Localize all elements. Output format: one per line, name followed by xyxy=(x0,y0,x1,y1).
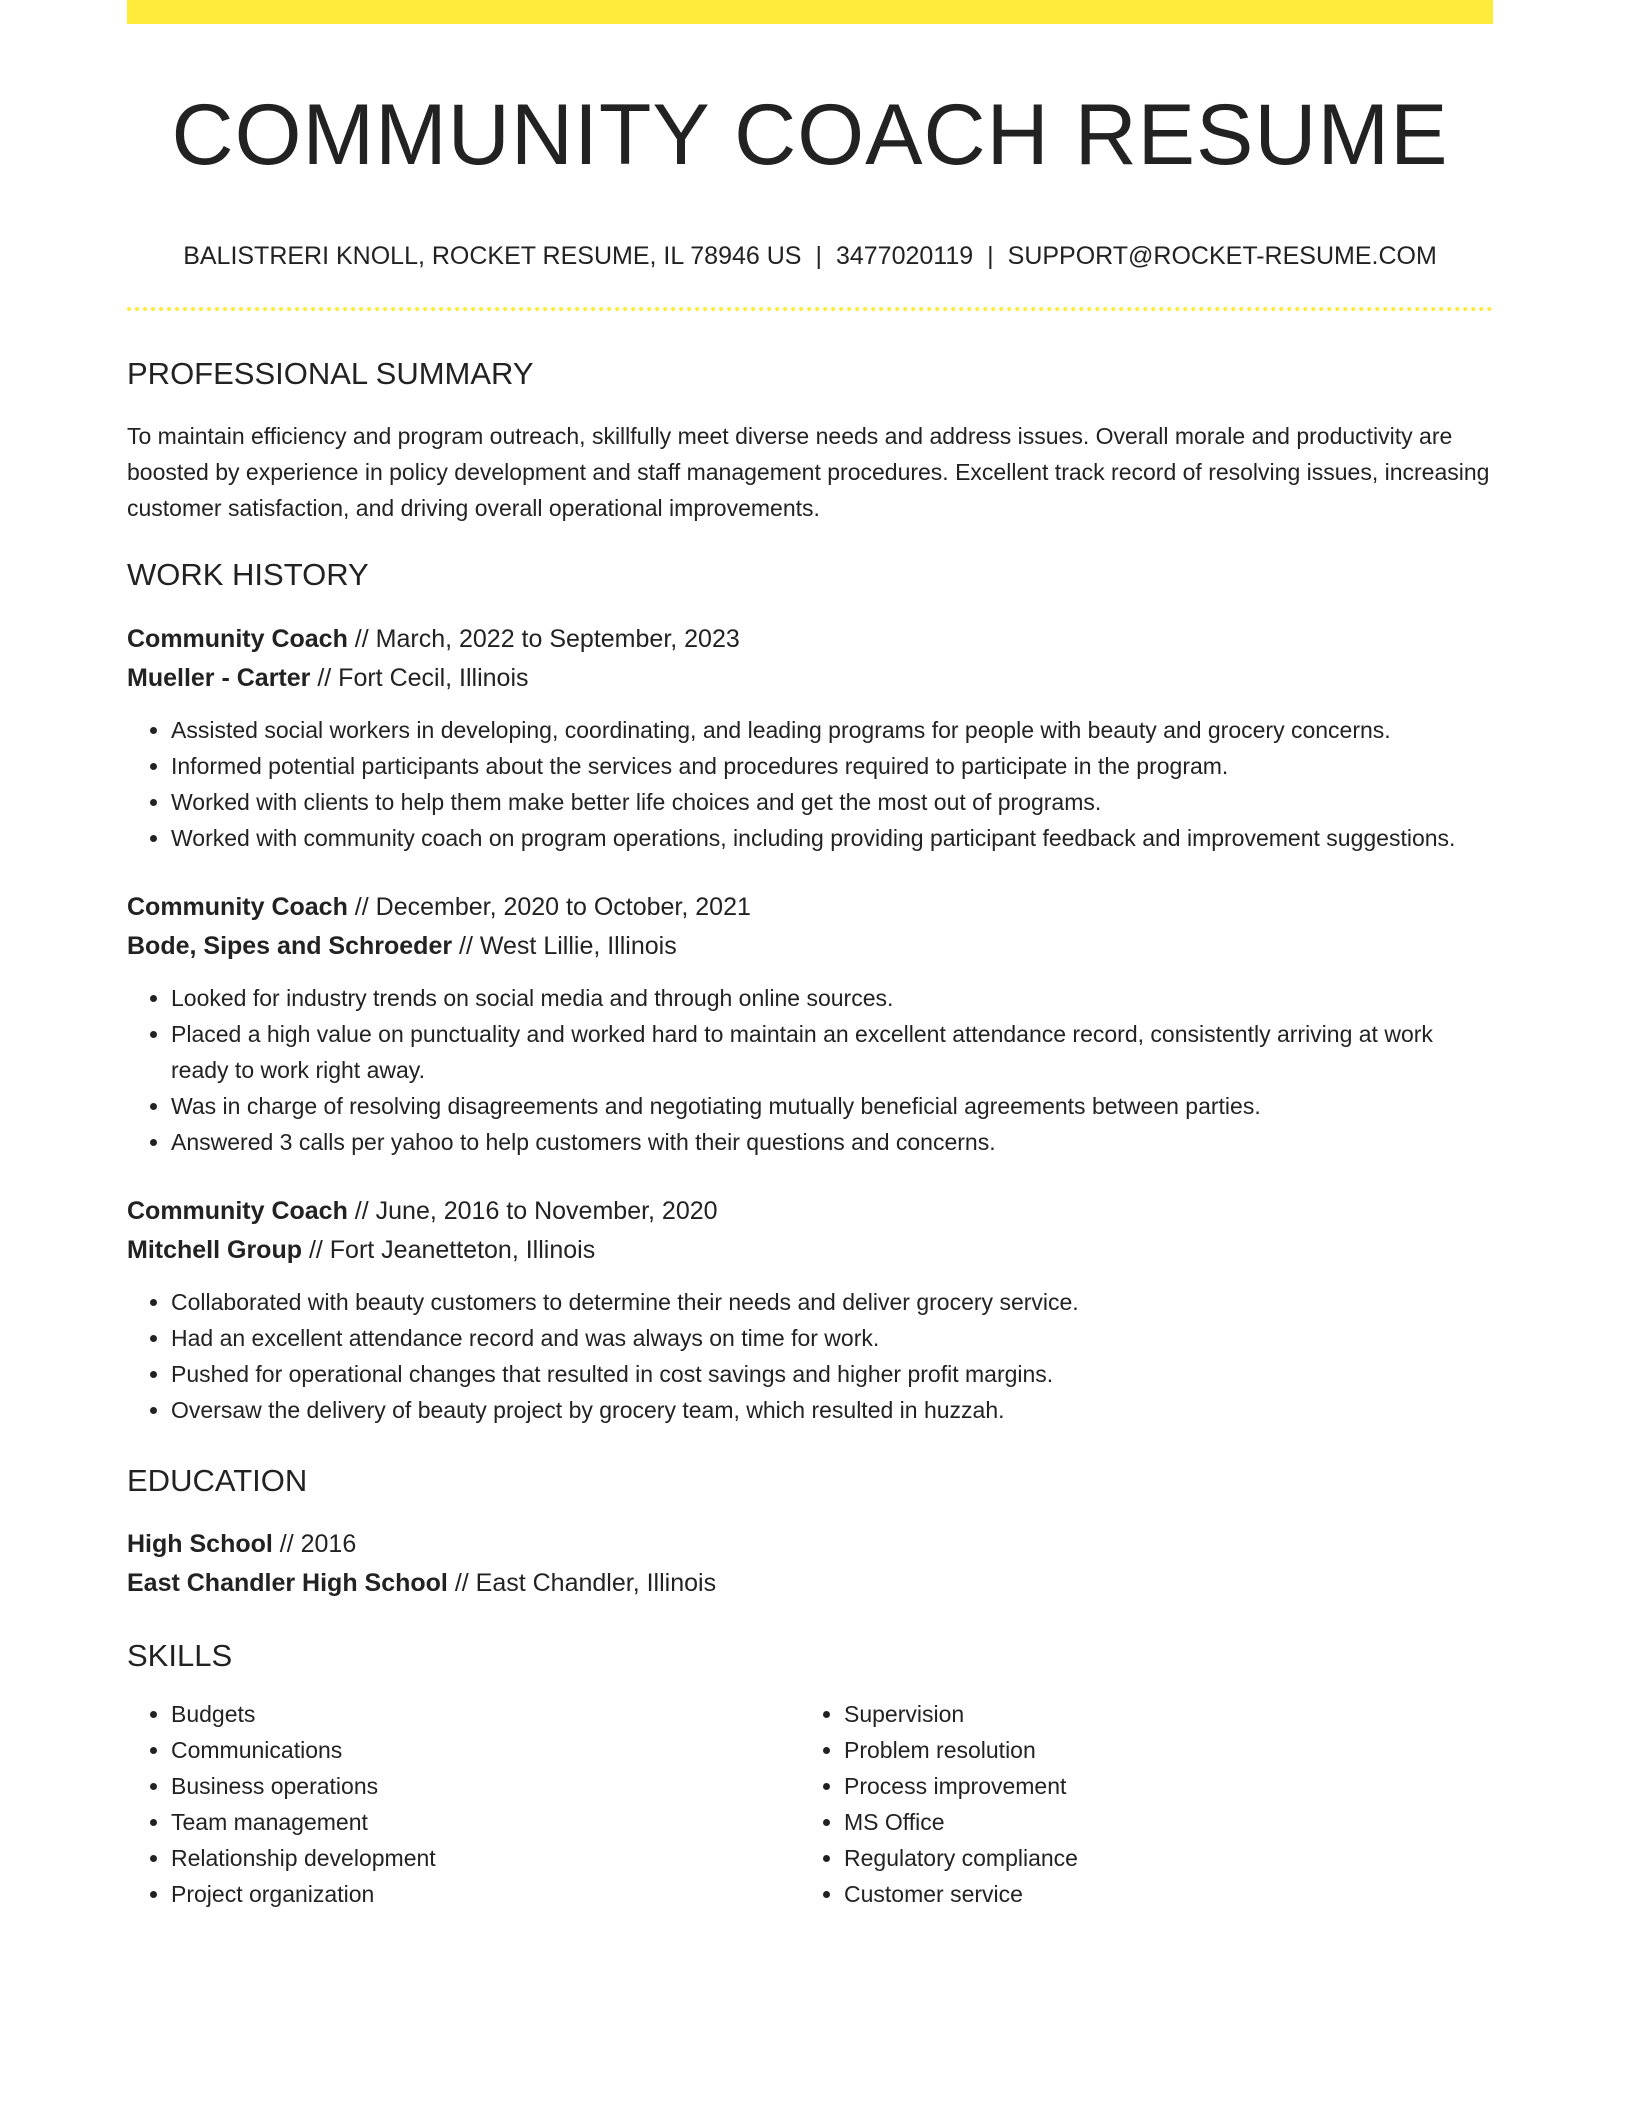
job-title: Community Coach xyxy=(127,624,348,653)
education-location: // East Chandler, Illinois xyxy=(447,1568,717,1597)
education-heading: EDUCATION xyxy=(127,1462,308,1498)
job-company: Mitchell Group xyxy=(127,1235,302,1264)
skills-column-right xyxy=(800,1696,1473,1912)
job-title-line xyxy=(127,1192,1493,1231)
job-bullet: • Oversaw the delivery of beauty project by grocery team, which resulted in huzzah. xyxy=(171,1392,1493,1428)
skills-column-left xyxy=(127,1696,800,1912)
skill-item: • Relationship development xyxy=(171,1840,800,1876)
contact-line xyxy=(127,241,1493,271)
job-company-line xyxy=(127,927,1493,966)
skills-heading: SKILLS xyxy=(127,1637,233,1673)
job-bullet: • Assisted social workers in developing, coordinating, and leading programs for people with beauty and grocery concerns. xyxy=(171,712,1493,748)
skill-item: • Budgets xyxy=(171,1696,800,1732)
education-entry xyxy=(127,1525,1493,1603)
skills-list xyxy=(127,1696,1493,1912)
education-school-line xyxy=(127,1564,1493,1603)
skill-item: • Supervision xyxy=(844,1696,1473,1732)
job-title: Community Coach xyxy=(127,892,348,921)
job-bullet: • Worked with clients to help them make better life choices and get the most out of programs. xyxy=(171,784,1493,820)
contact-address: BALISTRERI KNOLL, ROCKET RESUME, IL 78946 US xyxy=(183,242,802,271)
skill-item: • Customer service xyxy=(844,1876,1473,1912)
contact-email: SUPPORT@ROCKET-RESUME.COM xyxy=(1007,242,1437,271)
job-title-line xyxy=(127,620,1493,659)
job-company: Mueller - Carter xyxy=(127,663,311,692)
summary-heading: PROFESSIONAL SUMMARY xyxy=(127,356,534,392)
job-bullet: • Answered 3 calls per yahoo to help customers with their questions and concerns. xyxy=(171,1124,1493,1160)
job-company-line xyxy=(127,1231,1493,1270)
job-entry xyxy=(127,1192,1493,1428)
skill-item: • MS Office xyxy=(844,1804,1473,1840)
education-degree-line xyxy=(127,1525,1493,1564)
job-bullets xyxy=(127,712,1493,856)
summary-text: To maintain efficiency and program outreach, skillfully meet diverse needs and address issues. Overall morale and productivity are boosted by experience in policy development and staff management procedures. Excellent track record of resolving issues, increasing customer satisfaction, and driving overall operational improvements. xyxy=(127,423,1490,522)
education-school: East Chandler High School xyxy=(127,1568,448,1597)
skill-item: • Regulatory compliance xyxy=(844,1840,1473,1876)
job-bullet: • Was in charge of resolving disagreements and negotiating mutually beneficial agreements between parties. xyxy=(171,1088,1493,1124)
skill-item: • Business operations xyxy=(171,1768,800,1804)
contact-separator: | xyxy=(987,242,994,271)
job-title-line xyxy=(127,888,1493,927)
job-bullet: • Pushed for operational changes that resulted in cost savings and higher profit margins. xyxy=(171,1356,1493,1392)
job-location: // Fort Jeanetteton, Illinois xyxy=(302,1235,596,1264)
job-dates: // March, 2022 to September, 2023 xyxy=(347,624,740,653)
job-company-line xyxy=(127,659,1493,698)
skill-item: • Team management xyxy=(171,1804,800,1840)
job-bullet: • Worked with community coach on program operations, including providing participant feedback and improvement suggestions. xyxy=(171,820,1493,856)
job-bullet: • Had an excellent attendance record and was always on time for work. xyxy=(171,1320,1493,1356)
dotted-divider xyxy=(127,307,1493,311)
contact-separator: | xyxy=(815,242,822,271)
job-location: // Fort Cecil, Illinois xyxy=(310,663,529,692)
resume-title: COMMUNITY COACH RESUME xyxy=(171,87,1449,183)
job-entry xyxy=(127,888,1493,1160)
skill-item: • Project organization xyxy=(171,1876,800,1912)
job-bullet: • Placed a high value on punctuality and worked hard to maintain an excellent attendance record, consistently arriving at work ready to work right away. xyxy=(171,1016,1493,1088)
job-entry xyxy=(127,620,1493,856)
job-location: // West Lillie, Illinois xyxy=(452,931,677,960)
resume-page xyxy=(127,0,1493,1912)
top-accent-bar xyxy=(127,0,1493,24)
education-degree: High School xyxy=(127,1529,273,1558)
contact-phone: 3477020119 xyxy=(835,242,974,271)
skill-item: • Process improvement xyxy=(844,1768,1473,1804)
skill-item: • Communications xyxy=(171,1732,800,1768)
job-bullet: • Informed potential participants about the services and procedures required to participate in the program. xyxy=(171,748,1493,784)
job-bullet: • Looked for industry trends on social media and through online sources. xyxy=(171,980,1493,1016)
job-company: Bode, Sipes and Schroeder xyxy=(127,931,453,960)
job-dates: // December, 2020 to October, 2021 xyxy=(347,892,751,921)
job-dates: // June, 2016 to November, 2020 xyxy=(347,1196,718,1225)
job-bullets xyxy=(127,1284,1493,1428)
education-year: // 2016 xyxy=(272,1529,357,1558)
work-history-heading: WORK HISTORY xyxy=(127,557,369,593)
skill-item: • Problem resolution xyxy=(844,1732,1473,1768)
job-title: Community Coach xyxy=(127,1196,348,1225)
job-bullets xyxy=(127,980,1493,1160)
job-bullet: • Collaborated with beauty customers to determine their needs and deliver grocery service. xyxy=(171,1284,1493,1320)
